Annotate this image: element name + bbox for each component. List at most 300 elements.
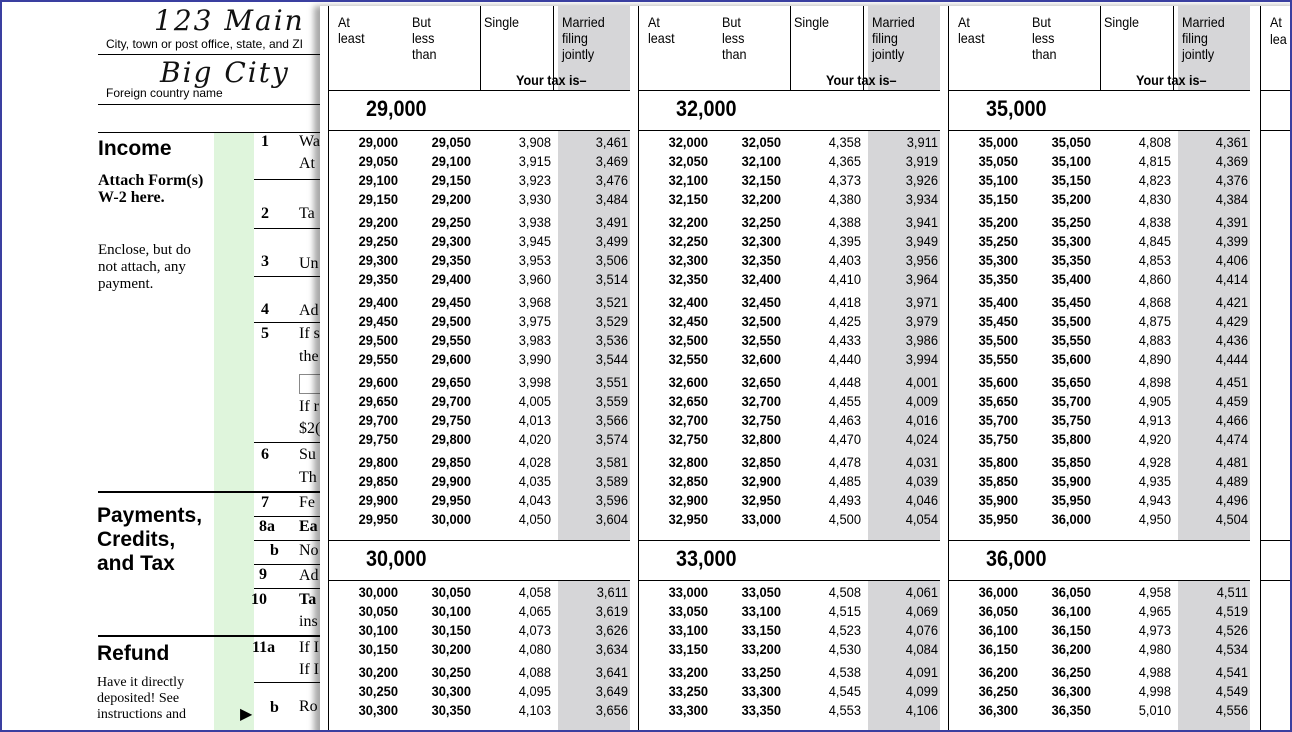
line-text: Th [299,469,317,486]
at-least-value: 33,100 [668,622,708,638]
tax-row [638,252,938,271]
but-less-than-value: 30,200 [431,641,471,657]
at-least-value: 32,950 [668,511,708,527]
but-less-than-value: 30,150 [431,622,471,638]
married-tax-value: 4,009 [905,393,938,409]
but-less-than-value: 32,200 [741,191,781,207]
but-less-than-value: 32,250 [741,214,781,230]
tax-row [948,702,1248,721]
single-tax-value: 4,103 [518,702,551,718]
single-tax-value: 4,845 [1138,233,1171,249]
married-tax-value: 3,581 [595,454,628,470]
married-tax-value: 4,534 [1215,641,1248,657]
but-less-than-value: 32,600 [741,351,781,367]
green-number-column [214,132,254,730]
tax-form-1040ez [2,2,332,730]
table-rule [1100,90,1250,91]
but-less-than-value: 35,600 [1051,351,1091,367]
at-least-value: 36,200 [978,664,1018,680]
but-less-than-header: But less than [722,14,747,62]
but-less-than-value: 35,400 [1051,271,1091,287]
single-tax-value: 4,425 [828,313,861,329]
single-tax-value: 4,808 [1138,134,1171,150]
at-least-value: 33,150 [668,641,708,657]
at-least-value: 36,250 [978,683,1018,699]
line-text: If I [299,639,319,656]
at-least-header: At least [958,14,985,46]
single-tax-value: 4,373 [828,172,861,188]
married-tax-value: 4,406 [1215,252,1248,268]
table-rule [1260,90,1292,91]
single-tax-value: 4,553 [828,702,861,718]
thousand-heading: 29,000 [366,96,427,121]
line-text: the [299,348,319,365]
at-least-value: 29,850 [358,473,398,489]
at-least-value: 35,500 [978,332,1018,348]
at-least-value: 33,050 [668,603,708,619]
single-tax-value: 3,998 [518,374,551,390]
tax-table-sheet [320,6,1292,732]
married-tax-value: 4,391 [1215,214,1248,230]
tax-row [328,233,628,252]
thousand-heading: 36,000 [986,546,1047,571]
at-least-value: 33,200 [668,664,708,680]
tax-row [948,454,1248,473]
tax-row [948,374,1248,393]
married-tax-value: 4,556 [1215,702,1248,718]
but-less-than-value: 35,700 [1051,393,1091,409]
single-tax-value: 3,990 [518,351,551,367]
but-less-than-value: 35,550 [1051,332,1091,348]
married-tax-value: 3,649 [595,683,628,699]
married-tax-value: 4,091 [905,664,938,680]
single-tax-value: 4,868 [1138,294,1171,310]
at-least-value: 29,750 [358,431,398,447]
at-least-value: 35,800 [978,454,1018,470]
at-least-value: 30,300 [358,702,398,718]
tax-row [328,393,628,412]
married-header: Married filing jointly [872,14,915,62]
income-heading: Income [98,137,172,160]
single-tax-value: 4,943 [1138,492,1171,508]
married-tax-value: 3,514 [595,271,628,287]
tax-row [948,683,1248,702]
line-number: 9 [259,566,267,583]
tax-row [328,431,628,450]
married-tax-value: 4,031 [905,454,938,470]
at-least-value: 33,250 [668,683,708,699]
tax-row [948,431,1248,450]
at-least-value: 32,850 [668,473,708,489]
at-least-value: 35,150 [978,191,1018,207]
married-tax-value: 4,496 [1215,492,1248,508]
but-less-than-value: 35,850 [1051,454,1091,470]
line-text: No [299,542,319,559]
tax-row [638,214,938,233]
single-tax-value: 4,883 [1138,332,1171,348]
tax-row [948,473,1248,492]
your-tax-is-label: Your tax is– [826,72,897,88]
single-tax-value: 4,998 [1138,683,1171,699]
at-least-value: 35,550 [978,351,1018,367]
line-text: If r [299,398,319,415]
but-less-than-value: 32,750 [741,412,781,428]
married-tax-value: 3,919 [905,153,938,169]
tax-row [638,172,938,191]
but-less-than-value: 35,250 [1051,214,1091,230]
married-tax-value: 4,436 [1215,332,1248,348]
single-tax-value: 3,915 [518,153,551,169]
but-less-than-value: 33,300 [741,683,781,699]
at-least-value: 32,500 [668,332,708,348]
thousand-heading: 33,000 [676,546,737,571]
but-less-than-value: 30,350 [431,702,471,718]
single-tax-value: 4,380 [828,191,861,207]
at-least-value: 36,050 [978,603,1018,619]
but-less-than-value: 35,750 [1051,412,1091,428]
at-least-value: 29,300 [358,252,398,268]
married-tax-value: 4,526 [1215,622,1248,638]
but-less-than-value: 29,300 [431,233,471,249]
but-less-than-value: 29,950 [431,492,471,508]
single-tax-value: 3,930 [518,191,551,207]
at-least-value: 30,250 [358,683,398,699]
single-tax-value: 4,898 [1138,374,1171,390]
but-less-than-value: 33,050 [741,584,781,600]
line-text: At [299,155,315,172]
but-less-than-value: 29,100 [431,153,471,169]
tax-row [638,431,938,450]
single-tax-value: 4,088 [518,664,551,680]
section-rule [98,491,332,493]
married-tax-value: 4,106 [905,702,938,718]
married-tax-value: 3,956 [905,252,938,268]
single-tax-value: 4,913 [1138,412,1171,428]
single-tax-value: 4,500 [828,511,861,527]
but-less-than-value: 29,250 [431,214,471,230]
single-tax-value: 4,493 [828,492,861,508]
married-tax-value: 3,949 [905,233,938,249]
married-tax-value: 3,536 [595,332,628,348]
block-border [1260,6,1261,732]
tax-row [328,252,628,271]
line-text: If I [299,661,319,678]
but-less-than-value: 32,950 [741,492,781,508]
at-least-value: 29,700 [358,412,398,428]
but-less-than-value: 36,250 [1051,664,1091,680]
married-tax-value: 3,529 [595,313,628,329]
married-tax-value: 3,491 [595,214,628,230]
but-less-than-value: 29,650 [431,374,471,390]
at-least-header: At least [338,14,365,46]
single-tax-value: 4,050 [518,511,551,527]
at-least-value: 29,900 [358,492,398,508]
single-tax-value: 4,028 [518,454,551,470]
tax-row [638,233,938,252]
tax-row [948,584,1248,603]
but-less-than-value: 35,300 [1051,233,1091,249]
married-tax-value: 4,429 [1215,313,1248,329]
tax-row [638,134,938,153]
single-tax-value: 4,035 [518,473,551,489]
tax-row [638,641,938,660]
tax-row [638,664,938,683]
city-handwritten: Big City [160,56,290,89]
tax-row [328,641,628,660]
tax-row [948,214,1248,233]
your-tax-is-label: Your tax is– [516,72,587,88]
but-less-than-header: But less than [412,14,437,62]
single-tax-value: 4,065 [518,603,551,619]
but-less-than-value: 35,100 [1051,153,1091,169]
married-tax-value: 4,399 [1215,233,1248,249]
line-number: 11a [252,639,276,656]
but-less-than-value: 32,400 [741,271,781,287]
single-tax-value: 4,410 [828,271,861,287]
married-tax-value: 3,551 [595,374,628,390]
married-tax-value: 3,634 [595,641,628,657]
but-less-than-value: 35,500 [1051,313,1091,329]
single-tax-value: 4,020 [518,431,551,447]
line-text: Wa [299,133,320,150]
single-tax-value: 4,545 [828,683,861,699]
at-least-value: 36,000 [978,584,1018,600]
married-tax-value: 3,971 [905,294,938,310]
tax-row [638,393,938,412]
tax-row [638,271,938,290]
single-tax-value: 4,440 [828,351,861,367]
married-tax-value: 3,566 [595,412,628,428]
married-tax-value: 3,941 [905,214,938,230]
line-number: 5 [261,325,269,342]
tax-table-block [328,6,628,732]
but-less-than-value: 32,150 [741,172,781,188]
tax-row [328,511,628,530]
single-tax-value: 3,960 [518,271,551,287]
line-text: Ro [299,698,318,715]
single-tax-value: 4,973 [1138,622,1171,638]
tax-row [328,702,628,721]
married-tax-value: 4,549 [1215,683,1248,699]
single-tax-value: 4,875 [1138,313,1171,329]
but-less-than-value: 35,200 [1051,191,1091,207]
at-least-value: 32,150 [668,191,708,207]
but-less-than-value: 36,050 [1051,584,1091,600]
but-less-than-value: 32,350 [741,252,781,268]
at-least-value: 35,750 [978,431,1018,447]
tax-row [638,473,938,492]
single-tax-value: 4,890 [1138,351,1171,367]
single-tax-value: 4,358 [828,134,861,150]
married-tax-value: 4,084 [905,641,938,657]
married-tax-value: 4,046 [905,492,938,508]
thousand-heading: 32,000 [676,96,737,121]
single-tax-value: 3,908 [518,134,551,150]
section-band [868,541,940,580]
at-least-value: 29,350 [358,271,398,287]
at-least-value: 32,200 [668,214,708,230]
single-tax-value: 4,980 [1138,641,1171,657]
married-tax-value: 4,421 [1215,294,1248,310]
thousand-heading: 35,000 [986,96,1047,121]
tax-row [638,454,938,473]
at-least-value: 32,050 [668,153,708,169]
tax-row [328,622,628,641]
tax-row [638,702,938,721]
single-tax-value: 4,388 [828,214,861,230]
line-number: 4 [261,301,269,318]
single-tax-value: 4,853 [1138,252,1171,268]
at-least-value: 29,550 [358,351,398,367]
married-tax-value: 4,024 [905,431,938,447]
single-tax-value: 4,478 [828,454,861,470]
but-less-than-value: 32,800 [741,431,781,447]
single-tax-value: 4,860 [1138,271,1171,287]
single-tax-value: 4,530 [828,641,861,657]
married-tax-value: 4,444 [1215,351,1248,367]
married-tax-value: 3,979 [905,313,938,329]
tax-row [948,412,1248,431]
at-least-value: 36,150 [978,641,1018,657]
single-tax-value: 4,043 [518,492,551,508]
line-text: Ta [299,591,317,608]
married-tax-value: 4,054 [905,511,938,527]
single-tax-value: 4,958 [1138,584,1171,600]
table-rule [948,580,1250,581]
single-tax-value: 5,010 [1138,702,1171,718]
tax-row [328,473,628,492]
tax-row [328,664,628,683]
tax-row [638,313,938,332]
married-header: Married filing jointly [562,14,605,62]
married-tax-value: 3,574 [595,431,628,447]
table-rule [480,90,630,91]
but-less-than-value: 29,700 [431,393,471,409]
but-less-than-value: 29,350 [431,252,471,268]
but-less-than-value: 29,050 [431,134,471,150]
at-least-value: 32,300 [668,252,708,268]
single-tax-value: 4,905 [1138,393,1171,409]
but-less-than-value: 35,650 [1051,374,1091,390]
tax-row [638,412,938,431]
married-tax-value: 3,469 [595,153,628,169]
single-tax-value: 4,920 [1138,431,1171,447]
single-tax-value: 4,073 [518,622,551,638]
section-band [1178,541,1250,580]
married-tax-value: 4,511 [1216,584,1248,600]
refund-heading: Refund [97,642,170,665]
line-number: 8a [259,518,275,535]
your-tax-is-label: Your tax is– [1136,72,1207,88]
at-least-value: 32,250 [668,233,708,249]
tax-row [948,664,1248,683]
at-least-value: 29,600 [358,374,398,390]
married-tax-value: 4,451 [1215,374,1248,390]
at-least-value: 32,450 [668,313,708,329]
single-tax-value: 3,945 [518,233,551,249]
single-tax-value: 4,830 [1138,191,1171,207]
married-tax-value: 4,474 [1215,431,1248,447]
but-less-than-value: 33,150 [741,622,781,638]
at-least-value: 32,400 [668,294,708,310]
tax-row [328,271,628,290]
single-tax-value: 3,983 [518,332,551,348]
married-tax-value: 3,964 [905,271,938,287]
tax-row [638,622,938,641]
tax-row [638,191,938,210]
single-tax-value: 4,013 [518,412,551,428]
at-least-value: 35,200 [978,214,1018,230]
single-tax-value: 4,403 [828,252,861,268]
but-less-than-value: 33,000 [741,511,781,527]
at-least-value: 30,100 [358,622,398,638]
married-tax-value: 3,506 [595,252,628,268]
but-less-than-value: 30,300 [431,683,471,699]
tax-row [638,511,938,530]
but-less-than-value: 36,350 [1051,702,1091,718]
tax-row [328,584,628,603]
at-least-value: 35,000 [978,134,1018,150]
single-header: Single [484,14,520,30]
form-rule [98,104,332,105]
tax-row [328,172,628,191]
single-tax-value: 4,365 [828,153,861,169]
tax-row [328,683,628,702]
tax-row [328,412,628,431]
married-tax-value: 4,541 [1215,664,1248,680]
married-tax-value: 4,069 [905,603,938,619]
at-least-value: 35,600 [978,374,1018,390]
at-least-value: 35,900 [978,492,1018,508]
single-tax-value: 3,923 [518,172,551,188]
tax-row [948,351,1248,370]
single-tax-value: 4,928 [1138,454,1171,470]
but-less-than-value: 29,900 [431,473,471,489]
but-less-than-value: 35,150 [1051,172,1091,188]
tax-row [948,191,1248,210]
line-text: Ad [299,567,319,584]
tax-row [948,603,1248,622]
line-text: $2( [299,420,321,437]
tax-row [328,214,628,233]
married-tax-value: 4,481 [1215,454,1248,470]
married-tax-value: 3,596 [595,492,628,508]
single-tax-value: 4,418 [828,294,861,310]
but-less-than-value: 35,050 [1051,134,1091,150]
tax-row [638,492,938,511]
line-number: 7 [261,494,269,511]
at-least-value: 29,050 [358,153,398,169]
but-less-than-value: 30,000 [431,511,471,527]
but-less-than-value: 35,900 [1051,473,1091,489]
married-tax-value: 3,604 [595,511,628,527]
single-tax-value: 3,968 [518,294,551,310]
married-tax-value: 4,061 [905,584,938,600]
tax-row [638,294,938,313]
single-tax-value: 4,448 [828,374,861,390]
but-less-than-value: 35,950 [1051,492,1091,508]
but-less-than-value: 32,650 [741,374,781,390]
at-least-value: 29,650 [358,393,398,409]
single-tax-value: 4,838 [1138,214,1171,230]
at-least-value: 32,800 [668,454,708,470]
at-least-value: 32,100 [668,172,708,188]
single-tax-value: 4,538 [828,664,861,680]
but-less-than-value: 29,400 [431,271,471,287]
but-less-than-value: 29,200 [431,191,471,207]
but-less-than-value: 32,300 [741,233,781,249]
married-header: Married filing jointly [1182,14,1225,62]
